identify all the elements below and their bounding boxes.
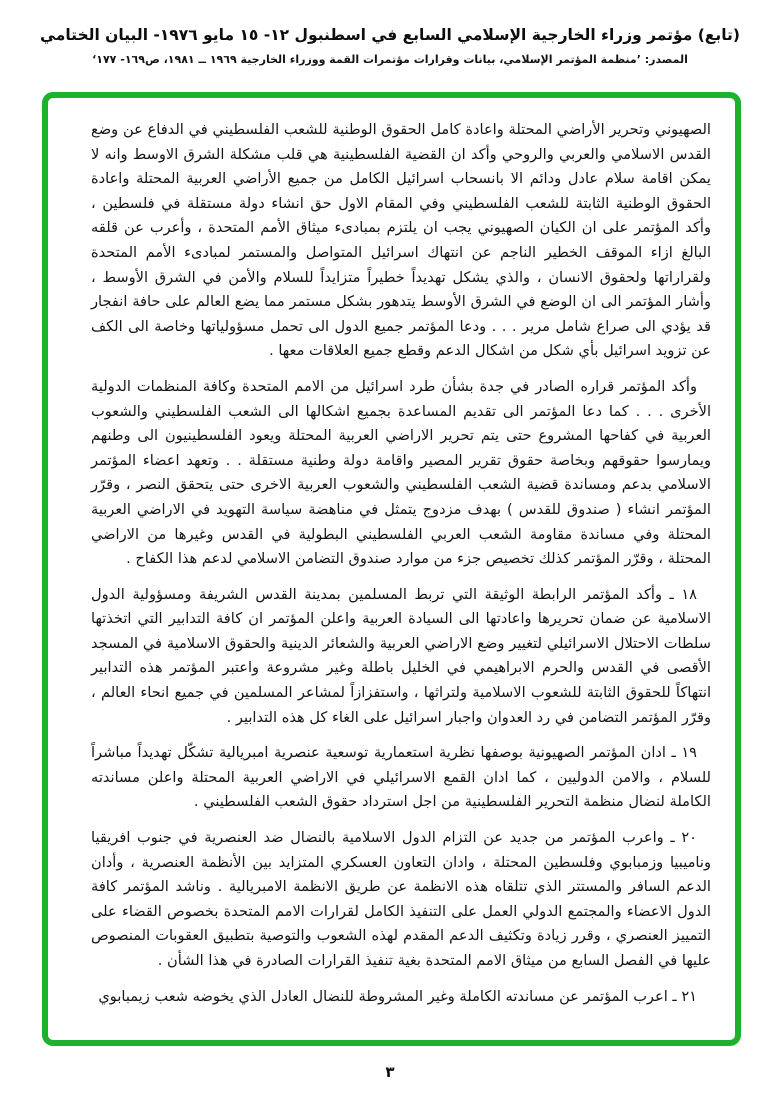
paragraph-item-21: ٢١ ـ اعرب المؤتمر عن مساندته الكاملة وغير المشروطة للنضال العادل الذي يخوضه شعب زيمبابوي <box>98 987 697 1005</box>
paragraph-jeddah-resolution: وأكد المؤتمر قراره الصادر في جدة بشأن طرد اسرائيل من الامم المتحدة وكافة المنظمات الدولية الأخرى . . . كما دعا المؤتمر الى تقديم المساعدة بجميع اشكالها الى الشعب الفلسطيني والشعوب العربية في كفاحها المشروع حتى يتم تحرير الاراضي العربية المحتلة ويعود الفلسطينيون الى وطنهم ويمارسوا حقوقهم وبخاصة حقوق تقرير المصير واقامة دولة وطنية مستقلة . . وتعهد اعضاء المؤتمر الاسلامي بدعم ومساندة قضية الشعب الفلسطيني والشعوب العربية الاخرى حتى يتحقق النصر ، وقرّر المؤتمر انشاء ( صندوق للقدس ) بهدف مزدوج يتمثل في مناهضة سياسة التهويد في الاراضي العربية المحتلة وفي مساندة مقاومة الشعب العربي الفلسطيني البطولية في القدس وغيرها من الاراضي المحتلة ، وقرّر المؤتمر كذلك تخصيص جزء من موارد صندوق التضامن الاسلامي لدعم هذا الكفاح . <box>91 377 711 568</box>
document-title: (تابع) مؤتمر وزراء الخارجية الإسلامي السابع في اسطنبول ١٢- ١٥ مايو ١٩٧٦- البيان الختامي <box>40 26 740 44</box>
paragraph-item-20: ٢٠ ـ واعرب المؤتمر من جديد عن التزام الدول الاسلامية بالنضال ضد العنصرية في جنوب افريقيا وناميبيا وزمبابوي وفلسطين المحتلة ، وادان التعاون العسكري المتزايد بين الأنظمة العنصرية ، وأدان الدعم السافر والمستتر الذي تتلقاه هذه الانظمة عن طريق الانظمة الامبريالية . وناشد المؤتمر كافة الدول الاعضاء والمجتمع الدولي العمل على التنفيذ الكامل لقرارات الامم المتحدة بخصوص القضاء على التمييز العنصري ، وقرر زيادة وتكثيف الدعم المقدم لهذه الشعوب والتوصية بتطبيق العقوبات المنصوص عليها في الفصل السابع من ميثاق الامم المتحدة بغية تنفيذ القرارات الصادرة في هذا الشأن . <box>91 829 711 969</box>
document-header <box>0 0 780 66</box>
source-citation-line: المصدر: ’منظمة المؤتمر الإسلامي، بيانات وقرارات مؤتمرات القمة ووزراء الخارجية ١٩٦٩ ــ ١٩٨١، ص١٦٩- ١٧٧‘ <box>92 53 688 66</box>
document-body-text <box>42 92 741 1046</box>
paragraph-item-18: ١٨ ـ وأكد المؤتمر الرابطة الوثيقة التي تربط المسلمين بمدينة القدس الشريفة ومسؤولية الدول الاسلامية عن ضمان تحريرها واعادتها الى السيادة العربية واعلن المؤتمر ان كافة التدابير التي اتخذتها سلطات الاحتلال الاسرائيلي لتغيير وضع الاراضي العربية والشعائر الدينية والحقوق الاسلامية في المسجد الأقصى في القدس والحرم الابراهيمي في الخليل باطلة وغير مشروعة واعتبر المؤتمر هذه التدابير انتهاكاً للحقوق الثابتة للشعوب الاسلامية ولتراثها ، واستفزازاً لمشاعر المسلمين في جميع انحاء العالم ، وقرّر المؤتمر التضامن في رد العدوان واجبار اسرائيل على الغاء كل هذه التدابير . <box>91 585 711 726</box>
page-number: ٣ <box>385 1063 395 1081</box>
paragraph-item-19: ١٩ ـ ادان المؤتمر الصهيونية بوصفها نظرية استعمارية توسعية عنصرية امبريالية تشكّل تهديداً مباشراً للسلام ، والامن الدوليين ، كما ادان القمع الاسرائيلي في الاراضي العربية المحتلة واعلن مساندته الكاملة لنضال منظمة التحرير الفلسطينية من اجل استرداد حقوق الشعب الفلسطيني . <box>91 744 711 811</box>
paragraph-continuation: الصهيوني وتحرير الأراضي المحتلة واعادة كامل الحقوق الوطنية للشعب الفلسطيني في الدفاع عن وضع القدس الاسلامي والعربي والروحي وأكد ان القضية الفلسطينية هي قلب مشكلة الشرق الاوسط وانه لا يمكن اقامة سلام عادل ودائم الا بانسحاب اسرائيل الكامل من جميع الأراضي العربية المحتلة واعادة الحقوق الوطنية الثابتة للشعب الفلسطيني وفي المقام الاول حق انشاء دولة مستقلة في فلسطين ، وأكد المؤتمر على ان الكيان الصهيوني يجب ان يلتزم بمبادىء ميثاق الأمم المتحدة ، وأعرب عن قلقه البالغ ازاء الموقف الخطير الناجم عن انتهاك اسرائيل المتواصل والمستمر لمبادىء الأمم المتحدة ولقراراتها ولحقوق الانسان ، والذي يشكل تهديداً خطيراً متزايداً للسلام والأمن في الشرق الأوسط ، وأشار المؤتمر الى ان الوضع في الشرق الأوسط يتدهور بشكل مستمر مما يضع العالم على حافة انفجار قد يؤدي الى صراع شامل مرير . . . ودعا المؤتمر جميع الدول الى تحمل مسؤولياتها وخاصة الى الكف عن تزويد اسرائيل بأي شكل من اشكال الدعم وقطع جميع العلاقات معها . <box>91 121 711 360</box>
